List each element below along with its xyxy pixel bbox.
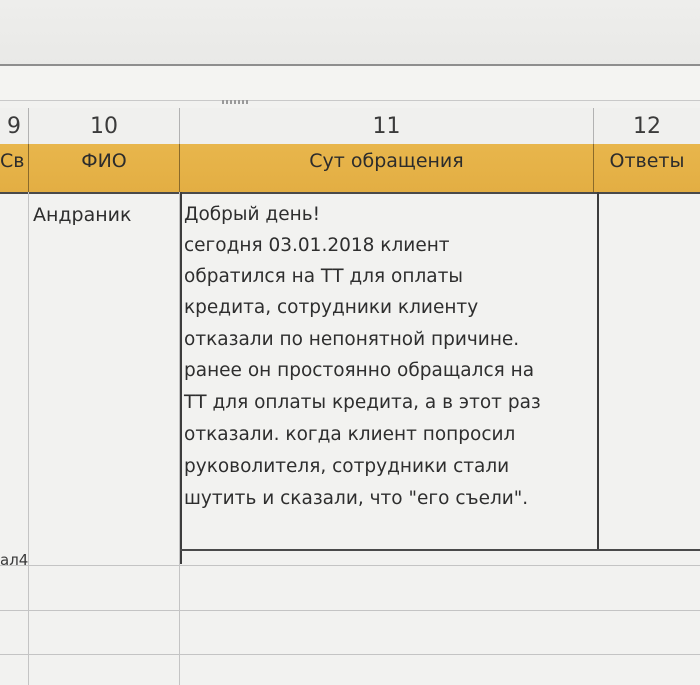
cell-border: [180, 549, 700, 551]
message-line: обратился на ТТ для оплаты: [184, 266, 463, 287]
cell-name[interactable]: Андраник: [33, 204, 132, 226]
message-line: сегодня 03.01.2018 клиент: [184, 235, 450, 256]
resize-grip-icon[interactable]: [222, 100, 248, 104]
cell-border: [597, 192, 599, 550]
sheet-tab-label[interactable]: ал4: [0, 551, 29, 569]
header-cell-fio[interactable]: ФИО: [29, 144, 180, 192]
message-line: руковолителя, сотрудники стали: [184, 456, 510, 477]
column-header-11[interactable]: 11: [180, 108, 594, 144]
grid-line: [0, 610, 700, 611]
toolbar-area: [0, 0, 700, 65]
message-line: кредита, сотрудники клиенту: [184, 297, 479, 318]
column-header-row: [0, 108, 700, 145]
header-cell-sv[interactable]: Св: [0, 144, 29, 192]
header-cell-subject[interactable]: Сут обращения: [180, 144, 594, 192]
message-line: ТТ для оплаты кредита, а в этот раз: [184, 392, 541, 413]
sheet-grid[interactable]: [0, 192, 700, 685]
message-line: отказали. когда клиент попросил: [184, 424, 516, 445]
cell-border: [180, 192, 182, 564]
column-header-10[interactable]: 10: [29, 108, 180, 144]
message-line: Добрый день!: [184, 204, 321, 225]
column-header-12[interactable]: 12: [633, 114, 661, 139]
column-header-9[interactable]: 9: [0, 108, 29, 144]
message-line: ранее он простоянно обращался на: [184, 360, 535, 381]
grid-line: [0, 565, 700, 566]
grid-line: [0, 654, 700, 655]
message-line: отказали по непонятной причине.: [184, 329, 520, 350]
message-line: шутить и сказали, что "его съели".: [184, 488, 529, 509]
header-cell-answers[interactable]: Ответы: [609, 150, 685, 172]
formula-bar[interactable]: [0, 66, 700, 101]
grid-line: [28, 192, 29, 685]
table-header-row: [0, 144, 700, 194]
